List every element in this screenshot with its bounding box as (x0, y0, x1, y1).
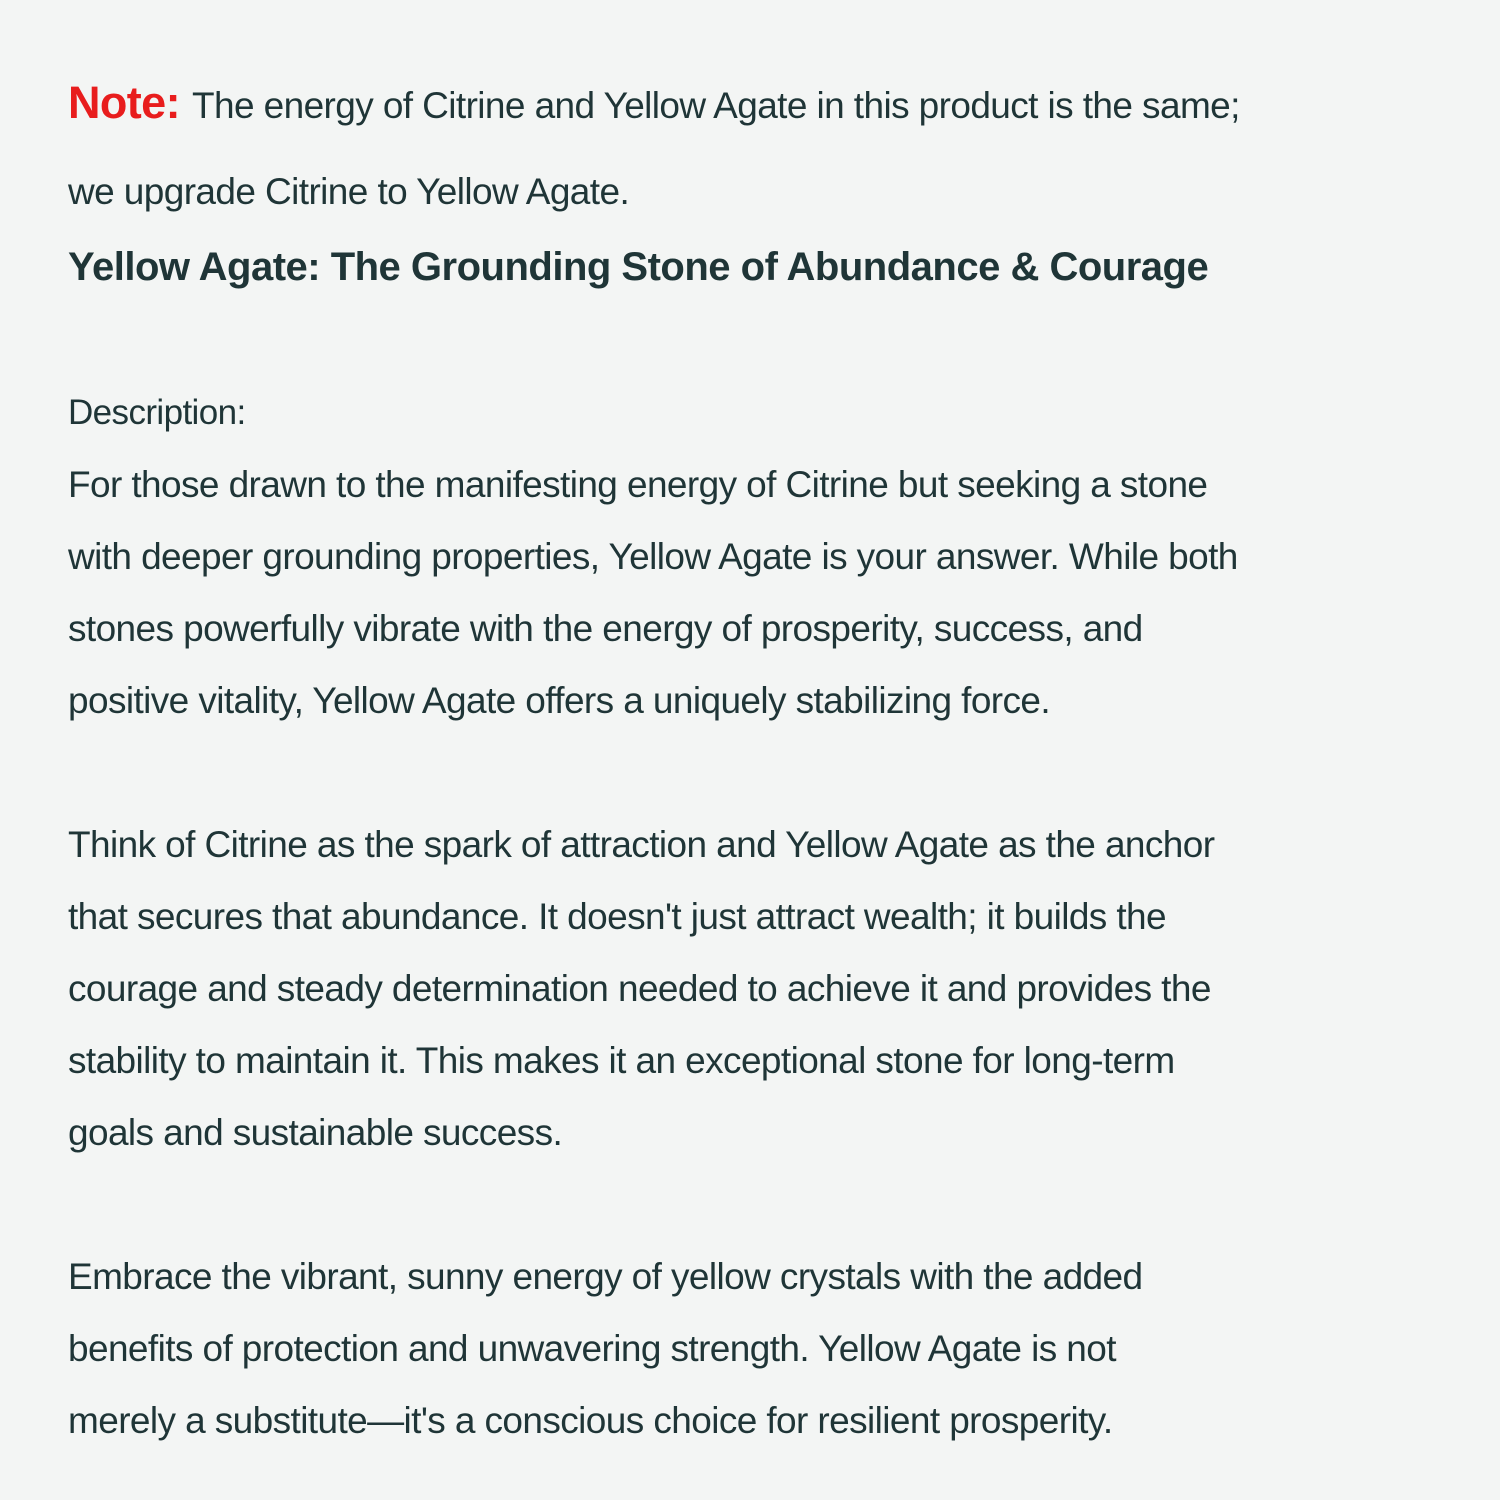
paragraph-3-line-2: benefits of protection and unwavering strength. Yellow Agate is not (68, 1328, 1116, 1369)
paragraph-2-line-1: Think of Citrine as the spark of attraction and Yellow Agate as the anchor (68, 824, 1215, 865)
note-line-1 (68, 60, 1440, 149)
paragraph-3 (68, 1241, 1440, 1457)
paragraph-2-line-3: courage and steady determination needed to achieve it and provides the (68, 968, 1211, 1009)
paragraph-2-line-4: stability to maintain it. This makes it an exceptional stone for long-term (68, 1040, 1175, 1081)
note-label: Note: (68, 77, 180, 128)
paragraph-1-line-2: with deeper grounding properties, Yellow Agate is your answer. While both (68, 536, 1238, 577)
paragraph-1 (68, 449, 1440, 737)
paragraph-2-line-2: that secures that abundance. It doesn't just attract wealth; it builds the (68, 896, 1167, 937)
section-heading: Yellow Agate: The Grounding Stone of Abundance & Courage (68, 245, 1209, 289)
paragraph-3-line-1: Embrace the vibrant, sunny energy of yellow crystals with the added (68, 1256, 1143, 1297)
description-label: Description: (68, 393, 246, 432)
paragraph-2-line-5: goals and sustainable success. (68, 1112, 563, 1153)
note-text-line-1: The energy of Citrine and Yellow Agate in this product is the same; (191, 85, 1240, 126)
paragraph-1-line-1: For those drawn to the manifesting energy of Citrine but seeking a stone (68, 464, 1208, 505)
paragraph-1-line-3: stones powerfully vibrate with the energy of prosperity, success, and (68, 608, 1143, 649)
note-text-line-2: we upgrade Citrine to Yellow Agate. (68, 171, 630, 212)
paragraph-1-line-4: positive vitality, Yellow Agate offers a uniquely stabilizing force. (68, 680, 1051, 721)
paragraph-2 (68, 809, 1440, 1169)
paragraph-3-line-3: merely a substitute—it's a conscious choice for resilient prosperity. (68, 1400, 1113, 1441)
